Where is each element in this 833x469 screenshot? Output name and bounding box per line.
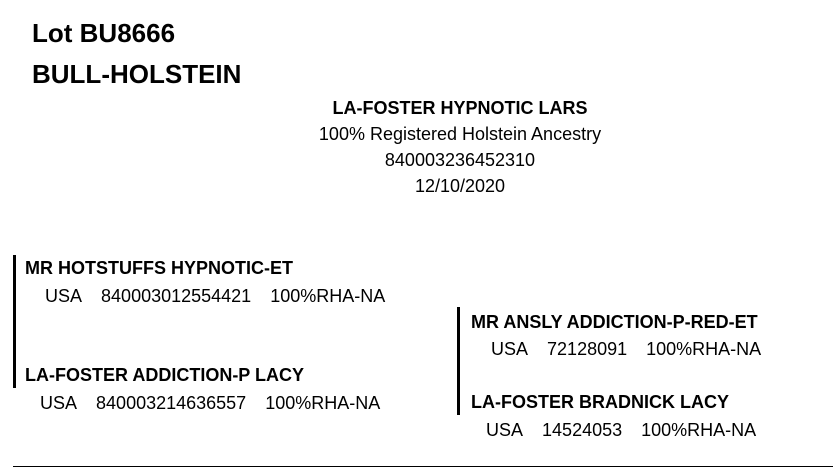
lot-number: Lot BU8666 bbox=[32, 18, 176, 48]
sire-country: USA bbox=[45, 286, 83, 306]
dam-dam-id: 14524053 bbox=[542, 420, 623, 440]
sire-info bbox=[45, 285, 399, 307]
lot-type: BULL-HOLSTEIN bbox=[32, 59, 242, 89]
dam-dam-country: USA bbox=[486, 420, 524, 440]
pedigree-left-bracket bbox=[13, 255, 16, 388]
dam-name: LA-FOSTER ADDICTION-P LACY bbox=[25, 365, 304, 385]
bottom-divider bbox=[13, 466, 833, 467]
dam-dam-name: LA-FOSTER BRADNICK LACY bbox=[471, 392, 729, 412]
dam-dam-info bbox=[486, 419, 770, 441]
sire-id: 840003012554421 bbox=[101, 286, 252, 306]
animal-ancestry: 100% Registered Holstein Ancestry bbox=[318, 124, 602, 144]
animal-name: LA-FOSTER HYPNOTIC LARS bbox=[332, 98, 588, 118]
dam-sire-name: MR ANSLY ADDICTION-P-RED-ET bbox=[471, 312, 758, 332]
dam-country: USA bbox=[40, 393, 78, 413]
dam-dam-rha: 100%RHA-NA bbox=[641, 420, 757, 440]
sire-name: MR HOTSTUFFS HYPNOTIC-ET bbox=[25, 258, 293, 278]
dam-info bbox=[40, 392, 394, 414]
sire-rha: 100%RHA-NA bbox=[270, 286, 386, 306]
animal-id: 840003236452310 bbox=[384, 150, 536, 170]
dam-sire-id: 72128091 bbox=[547, 339, 628, 359]
dam-sire-rha: 100%RHA-NA bbox=[646, 339, 762, 359]
dam-sire-info bbox=[491, 338, 775, 360]
animal-dob: 12/10/2020 bbox=[414, 176, 506, 196]
pedigree-right-bracket bbox=[457, 307, 460, 415]
dam-id: 840003214636557 bbox=[96, 393, 247, 413]
dam-sire-country: USA bbox=[491, 339, 529, 359]
dam-rha: 100%RHA-NA bbox=[265, 393, 381, 413]
